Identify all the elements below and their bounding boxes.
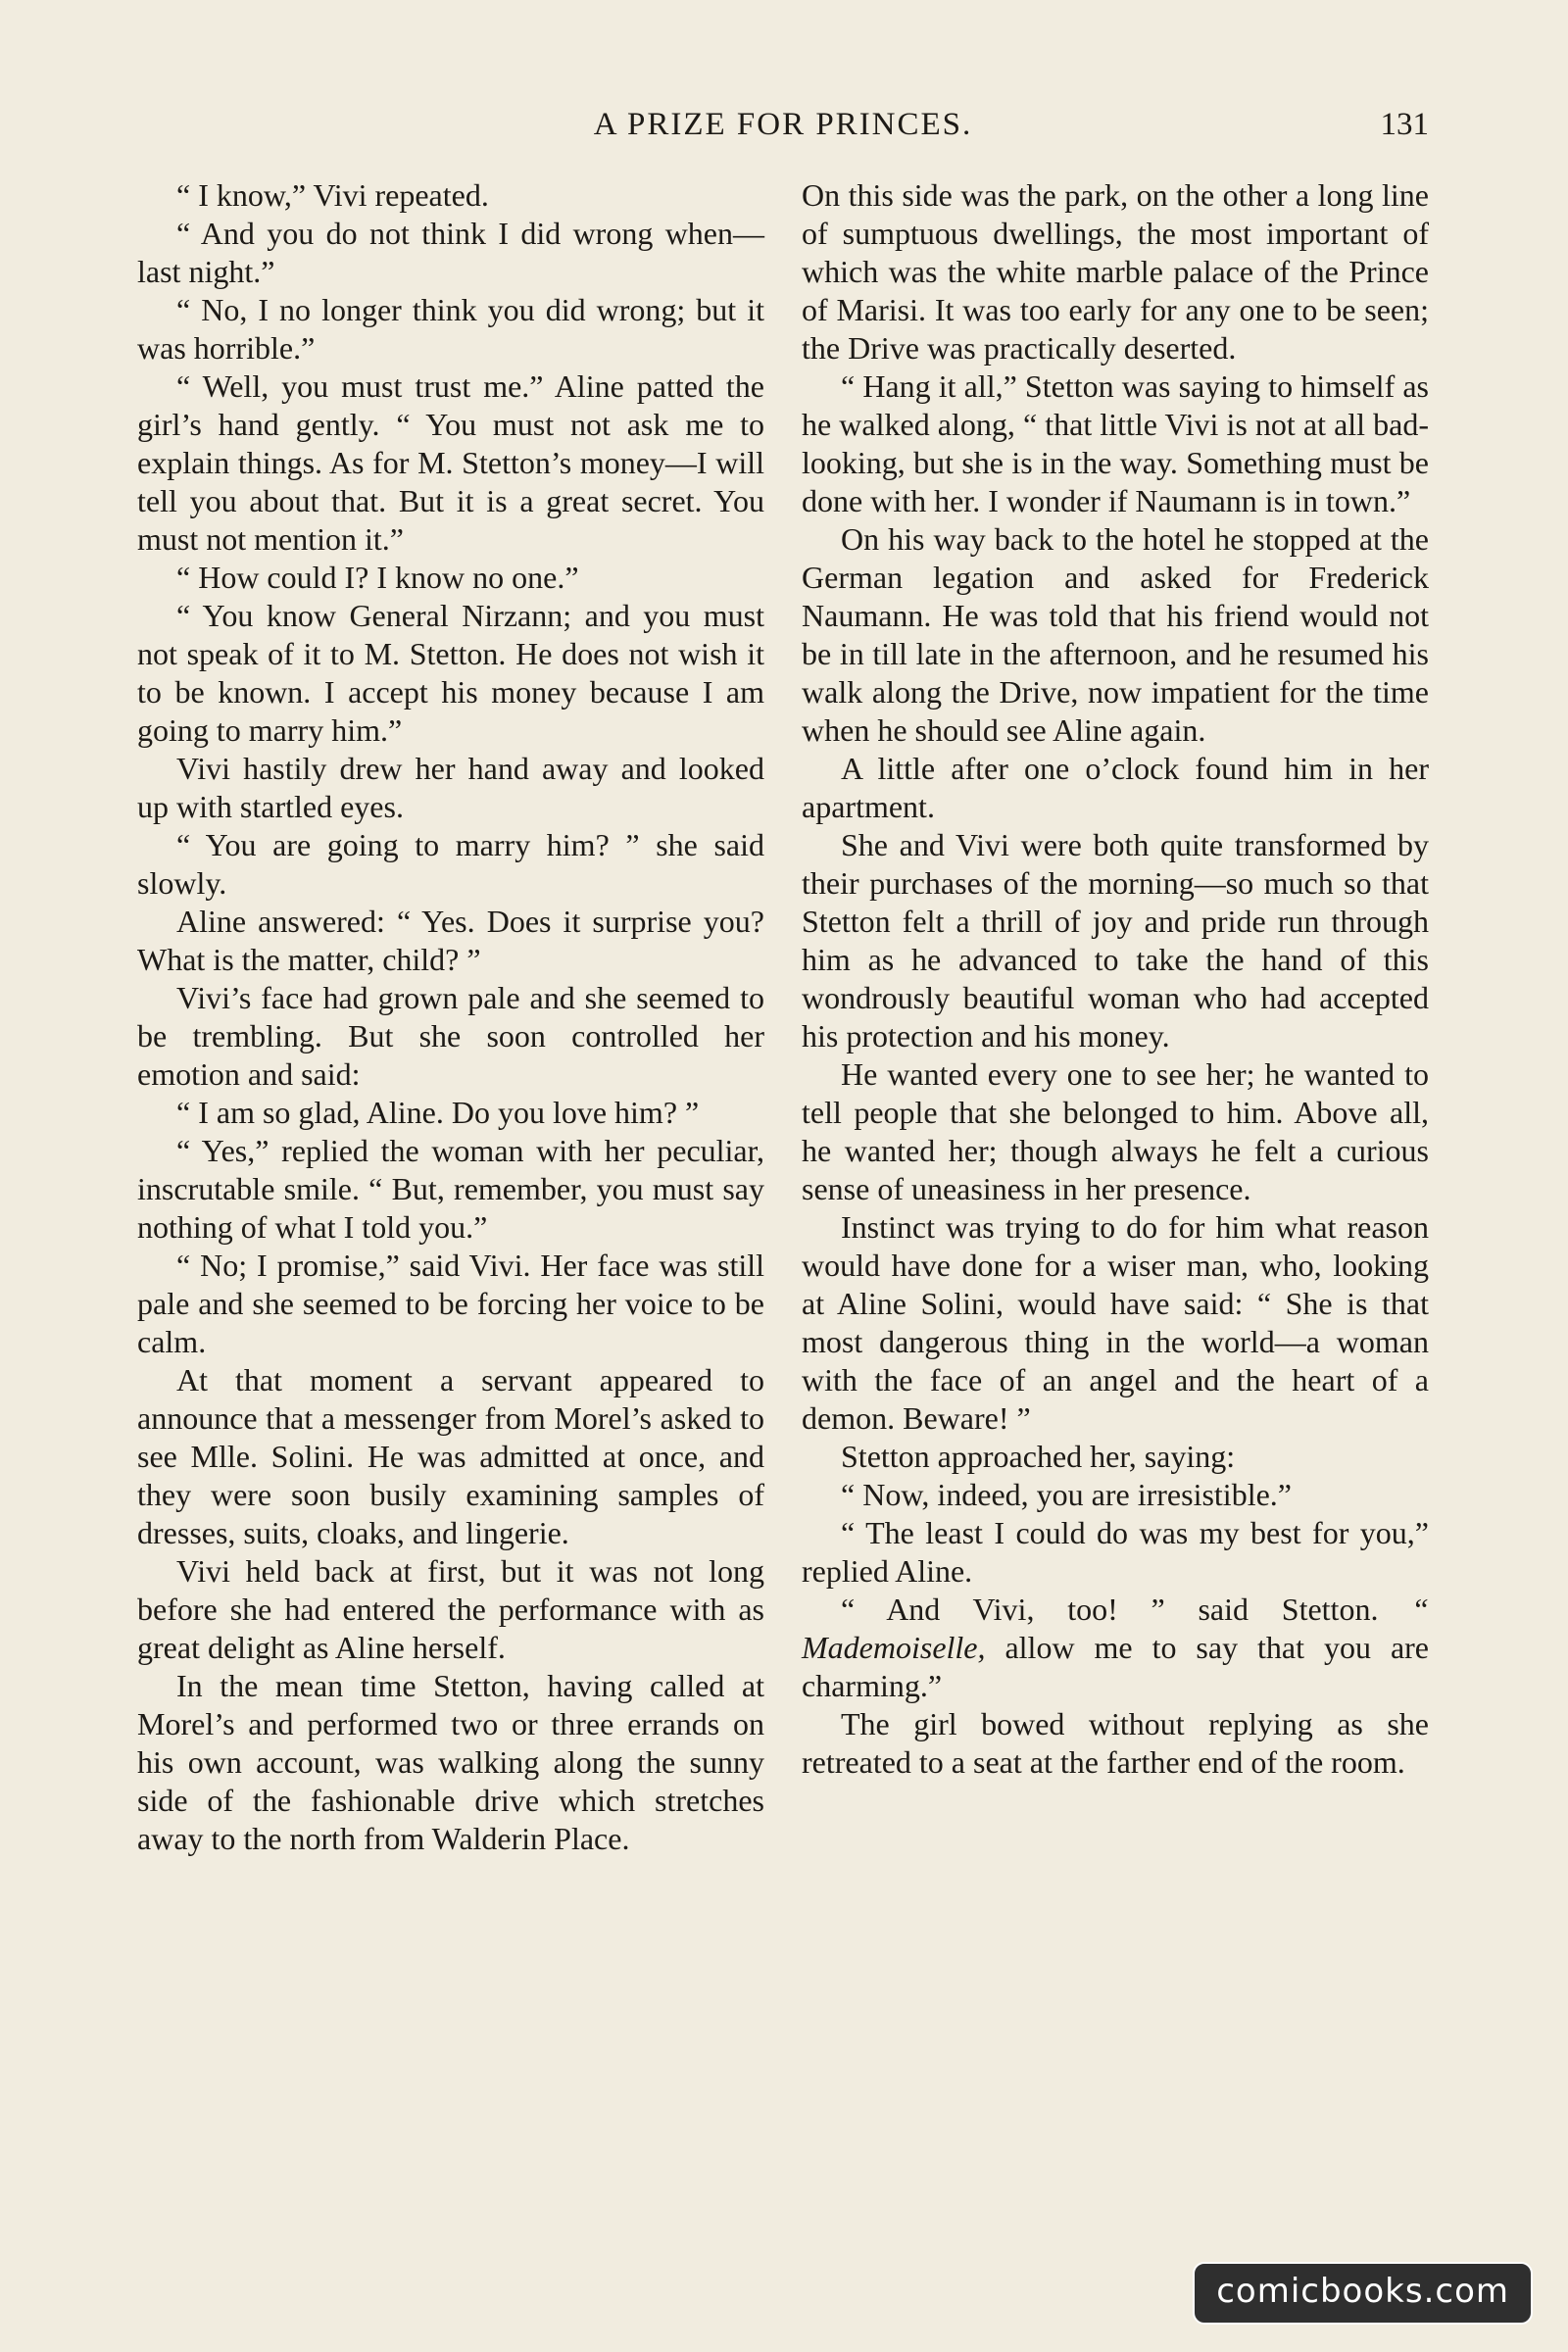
- paragraph: Vivi hastily drew her hand away and looked up with startled eyes.: [137, 751, 764, 824]
- watermark-logo: comicbooks.com: [1193, 2262, 1533, 2325]
- paragraph: Instinct was trying to do for him what reason would have done for a wiser man, who, looking at Aline Solini, would have said: “ She is that most dangerous thing in the world—a woman with the face of an angel and the heart of a demon. Beware! ”: [802, 1209, 1429, 1436]
- paragraph: In the mean time Stetton, having called at Morel’s and performed two or three errands on his own account, was walking along the sunny side of the fashionable drive which stretches away to the north from Walderin Place.: [137, 1668, 764, 1856]
- paragraph: “ Hang it all,” Stetton was saying to himself as he walked along, “ that little Vivi is not at all bad-looking, but she is in the way. Something must be done with her. I wonder if Naumann is in town.”: [802, 368, 1429, 518]
- paragraph: “ I know,” Vivi repeated.: [176, 177, 489, 213]
- paragraph: “ I am so glad, Aline. Do you love him? ”: [176, 1095, 700, 1130]
- paragraph: [802, 1591, 1429, 1705]
- paragraph: Vivi’s face had grown pale and she seemed to be trembling. But she soon controlled her emotion and said:: [137, 980, 764, 1092]
- paragraph: The girl bowed without replying as she retreated to a seat at the farther end of the room.: [802, 1706, 1429, 1780]
- italic-text: “ Mademoiselle,: [802, 1592, 1429, 1665]
- paragraph: “ No; I promise,” said Vivi. Her face was still pale and she seemed to be forcing her voice to be calm.: [137, 1248, 764, 1359]
- right-column: [802, 176, 1429, 2215]
- paragraph: At that moment a servant appeared to announce that a messenger from Morel’s asked to see Mlle. Solini. He was admitted at once, and they were soon busily examining samples of dresses, suits, cloaks, and lingerie.: [137, 1362, 764, 1550]
- paragraph: “ The least I could do was my best for you,” replied Aline.: [802, 1515, 1429, 1589]
- running-head: A PRIZE FOR PRINCES.: [593, 107, 973, 142]
- page-number: 131: [1380, 107, 1429, 142]
- paragraph: “ Yes,” replied the woman with her peculiar, inscrutable smile. “ But, remember, you must say nothing of what I told you.”: [137, 1133, 764, 1245]
- text-run: allow me to say that you are charming.”: [802, 1630, 1429, 1703]
- paragraph: She and Vivi were both quite transformed by their purchases of the morning—so much so that Stetton felt a thrill of joy and pride run through him as he advanced to take the hand of this wondrously beautiful woman who had accepted his protection and his money.: [802, 827, 1429, 1054]
- paragraph: “ And you do not think I did wrong when—last night.”: [137, 216, 764, 289]
- paragraph: “ How could I? I know no one.”: [176, 560, 579, 595]
- paragraph: He wanted every one to see her; he wanted to tell people that she belonged to him. Above all, he wanted her; though always he felt a curious sense of uneasiness in her presence.: [802, 1056, 1429, 1206]
- paragraph: On his way back to the hotel he stopped at the German legation and asked for Frederick Naumann. He was told that his friend would not be in till late in the afternoon, and he resumed his walk along the Drive, now impatient for the time when he should see Aline again.: [802, 521, 1429, 748]
- paragraph: “ No, I no longer think you did wrong; but it was horrible.”: [137, 292, 764, 366]
- paragraph: A little after one o’clock found him in her apartment.: [802, 751, 1429, 824]
- paragraph: “ You know General Nirzann; and you must not speak of it to M. Stetton. He does not wish it to be known. I accept his money because I am going to marry him.”: [137, 598, 764, 748]
- page-header: [137, 100, 1429, 149]
- paragraph: Aline answered: “ Yes. Does it surprise you? What is the matter, child? ”: [137, 904, 764, 977]
- text-columns: [137, 176, 1429, 2215]
- paragraph: Vivi held back at first, but it was not long before she had entered the performance with as great delight as Aline herself.: [137, 1553, 764, 1665]
- text-run: “ And Vivi, too! ” said Stetton.: [841, 1592, 1412, 1627]
- paragraph: “ You are going to marry him? ” she said slowly.: [137, 827, 764, 901]
- paragraph: On this side was the park, on the other a long line of sumptuous dwellings, the most important of which was the white marble palace of the Prince of Marisi. It was too early for any one to be seen; the Drive was practically deserted.: [802, 177, 1429, 366]
- paragraph: “ Now, indeed, you are irresistible.”: [841, 1477, 1292, 1512]
- paragraph: Stetton approached her, saying:: [841, 1439, 1236, 1474]
- left-column: [137, 176, 764, 2215]
- paragraph: “ Well, you must trust me.” Aline patted the girl’s hand gently. “ You must not ask me to explain things. As for M. Stetton’s money—I will tell you about that. But it is a great secret. You must not mention it.”: [137, 368, 764, 557]
